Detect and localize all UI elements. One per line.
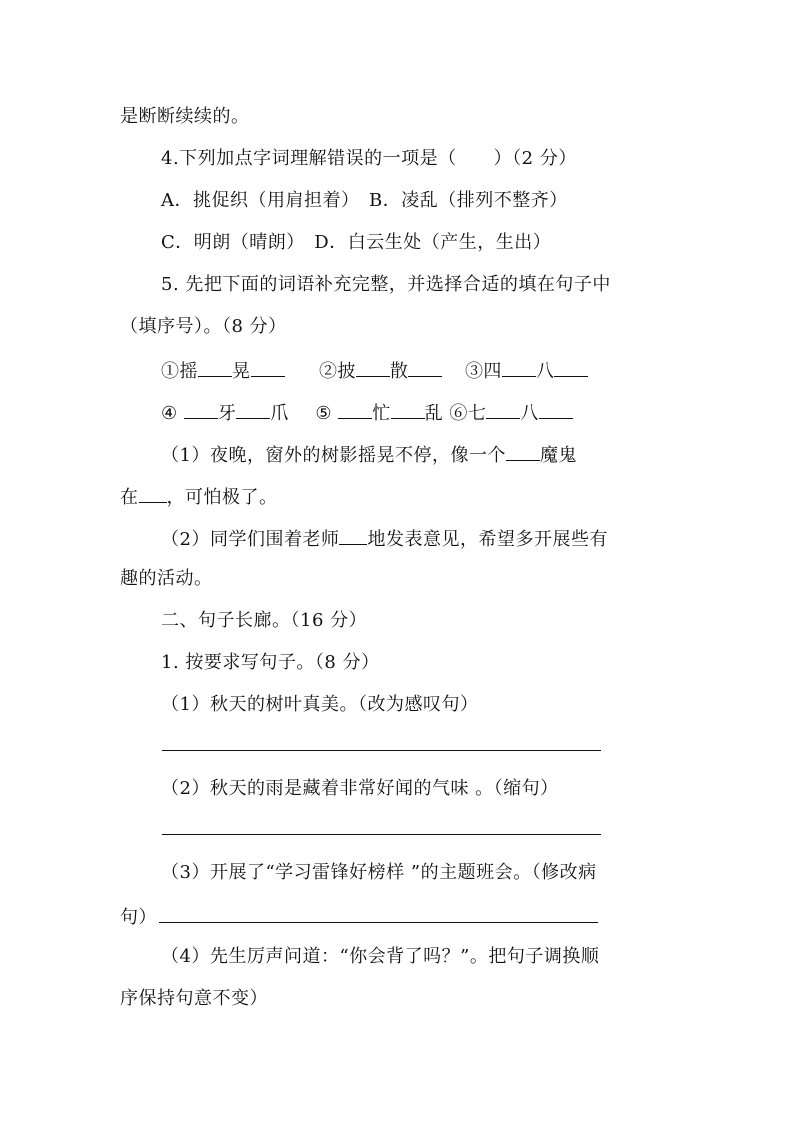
line-continuation: 是断断续续的。 (120, 106, 250, 127)
blank[interactable] (554, 358, 588, 377)
blank[interactable] (236, 400, 270, 419)
part-1: 1. 按要求写句子。（8 分） (161, 652, 380, 673)
part-1-item-4: （4）先生厉声问道：“你会背了吗？”。把句子调换顺 (161, 946, 600, 967)
sentence-1: （1）夜晚，窗外的树影摇晃不停，像一个 魔鬼 (161, 442, 577, 467)
word-3: ③四 八 (465, 361, 589, 382)
blank[interactable] (339, 526, 367, 545)
answer-line-2[interactable] (162, 834, 601, 835)
part-1-item-3: （3）开展了“学习雷锋好榜样 ”的主题班会。（修改病 (161, 862, 597, 883)
answer-line-3[interactable] (159, 904, 598, 923)
word-row-1 (161, 358, 588, 383)
part-1-item-2: （2）秋天的雨是藏着非常好闻的气味 。（缩句） (161, 778, 559, 799)
sentence-1-cont: 在 ，可怕极了。 (120, 484, 278, 509)
blank[interactable] (502, 358, 536, 377)
question-4: 4.下列加点字词理解错误的一项是（ ）（2 分） (161, 148, 577, 169)
word-6: ⑥七 八 (449, 403, 573, 424)
blank[interactable] (486, 400, 520, 419)
sentence-2-cont: 趣的活动。 (120, 568, 213, 589)
blank[interactable] (338, 400, 372, 419)
blank[interactable] (356, 358, 390, 377)
part-1-item-1: （1）秋天的树叶真美。（改为感叹句） (161, 694, 479, 715)
blank[interactable] (391, 400, 425, 419)
word-1: ①摇 晃 (161, 361, 285, 382)
blank[interactable] (251, 358, 285, 377)
question-4-options-ab: A．挑促织（用肩担着） B．凌乱（排列不整齐） (161, 190, 568, 211)
blank[interactable] (184, 400, 218, 419)
sentence-2: （2）同学们围着老师 地发表意见，希望多开展些有 (161, 526, 608, 551)
word-2: ②披 散 (319, 361, 443, 382)
blank[interactable] (139, 484, 167, 503)
blank[interactable] (408, 358, 442, 377)
question-5-cont: （填序号）。（8 分） (120, 316, 287, 337)
part-1-item-4-cont: 序保持句意不变） (120, 988, 268, 1009)
word-4: ④ 牙 爪 (161, 403, 289, 424)
blank[interactable] (539, 400, 573, 419)
section-2-heading: 二、句子长廊。（16 分） (161, 610, 368, 631)
question-5: 5. 先把下面的词语补充完整，并选择合适的填在句子中 (161, 274, 611, 295)
part-1-item-3-cont: 句） (120, 904, 598, 929)
word-5: ⑤ 忙 乱 (315, 403, 443, 424)
blank[interactable] (198, 358, 232, 377)
question-4-options-cd: C．明朗（晴朗） D．白云生处（产生，生出） (161, 232, 552, 253)
blank[interactable] (506, 442, 540, 461)
answer-line-1[interactable] (162, 750, 601, 751)
word-row-2 (161, 400, 573, 425)
